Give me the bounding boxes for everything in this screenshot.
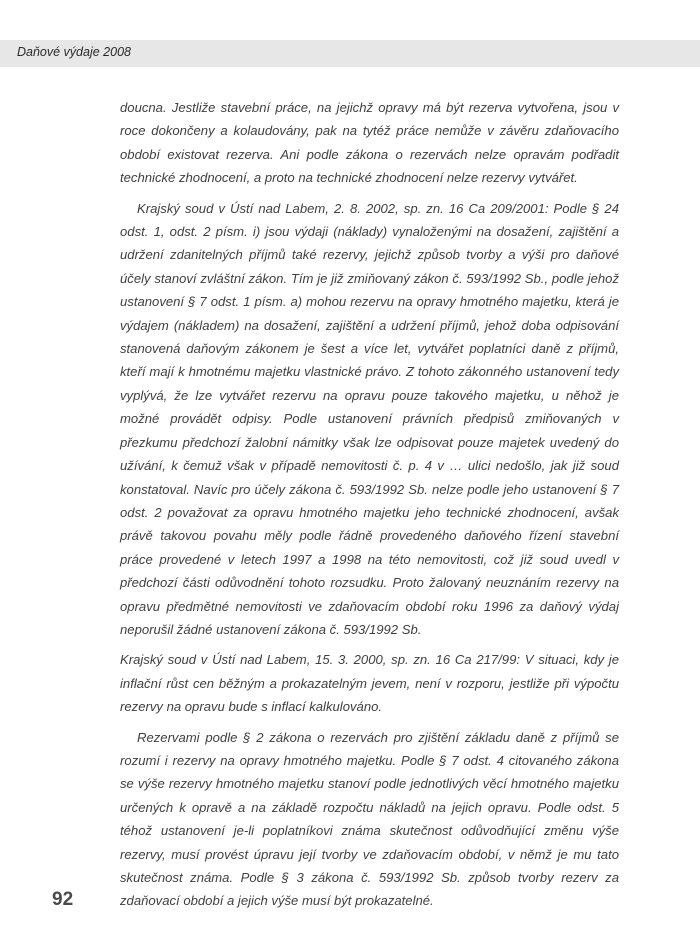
page-number: 92	[52, 889, 74, 910]
paragraph-reserves-explanation: Rezervami podle § 2 zákona o rezervách pro zjištění základu daně z příjmů se rozumí i rezervy na opravy hmotného majetku. Podle § 7 odst. 4 citovaného zákona se výše rezervy hmotného majetku stanoví podle jednotlivých věcí hmotného majetku určených k opravě a na základě rozpočtu nákladů na jejich opravu. Podle odst. 5 téhož ustanovení je-li poplatníkovi známa skutečnost odůvodňující změnu výše rezervy, musí provést úpravu její tvorby ve zdaňovacím období, v němž je mu tato skutečnost známa. Podle § 3 zákona č. 593/1992 Sb. způsob tvorby rezerv za zdaňovací období a jejich výše musí být prokazatelné.	[120, 729, 619, 909]
page-body	[120, 96, 619, 913]
paragraph-court-ruling-2002: Krajský soud v Ústí nad Labem, 2. 8. 2002, sp. zn. 16 Ca 209/2001: Podle § 24 odst. 1, odst. 2 písm. i) jsou výdaji (náklady) vynaloženými na dosažení, zajištění a udržení zdanitelných příjmů také rezervy, jejichž způsob tvorby a výši pro daňové účely stanoví zvláštní zákon. Tím je již zmiňovaný zákon č. 593/1992 Sb., podle jehož ustanovení § 7 odst. 1 písm. a) mohou rezervu na opravy hmotného majetku, která je výdajem (nákladem) na dosažení, zajištění a udržení příjmů, jehož doba odpisování stanovená daňovým zákonem je šest a více let, vytvářet poplatníci daně z příjmů, kteří mají k hmotnému majetku vlastnické právo. Z tohoto zákonného ustanovení tedy vyplývá, že lze vytvářet rezervu na opravu pouze takového majetku, u něhož je možné provádět odpisy. Podle ustanovení právních předpisů zmiňovaných v přezkumu předchozí žalobní námitky však lze odpisovat pouze majetek uvedený do užívání, k čemuž však v případě nemovitosti č. p. 4 v … ulici nedošlo, jak již soud konstatoval. Navíc pro účely zákona č. 593/1992 Sb. nelze podle jeho ustanovení § 7 odst. 2 považovat za opravu hmotného majetku jeho technické zhodnocení, avšak právě takovou povahu měly podle řádně provedeného daňového řízení stavební práce provedené v letech 1997 a 1998 na této nemovitosti, což již soud uvedl v předchozí části odůvodnění tohoto rozsudku. Proto žalovaný neuznáním rezervy na opravu předmětné nemovitosti ve zdaňovacím období roku 1996 za daňový výdaj neporušil žádné ustanovení zákona č. 593/1992 Sb.	[120, 200, 619, 637]
running-header-title: Daňové výdaje 2008	[17, 45, 131, 59]
paragraph-court-ruling-2000: Krajský soud v Ústí nad Labem, 15. 3. 2000, sp. zn. 16 Ca 217/99: V situaci, kdy je inflační růst cen běžným a prokazatelným jevem, není v rozporu, jestliže při výpočtu rezervy na opravu bude s inflací kalkulováno.	[120, 652, 619, 715]
paragraph-continuation: doucna. Jestliže stavební práce, na jejichž opravy má být rezerva vytvořena, jsou v roce dokončeny a kolaudovány, pak na tytéž práce nemůže v závěru zdaňovacího období existovat rezerva. Ani podle zákona o rezervách nelze opravám podřadit technické zhodnocení, a proto na technické zhodnocení nelze rezervy vytvářet.	[120, 100, 619, 186]
running-header	[0, 40, 700, 67]
